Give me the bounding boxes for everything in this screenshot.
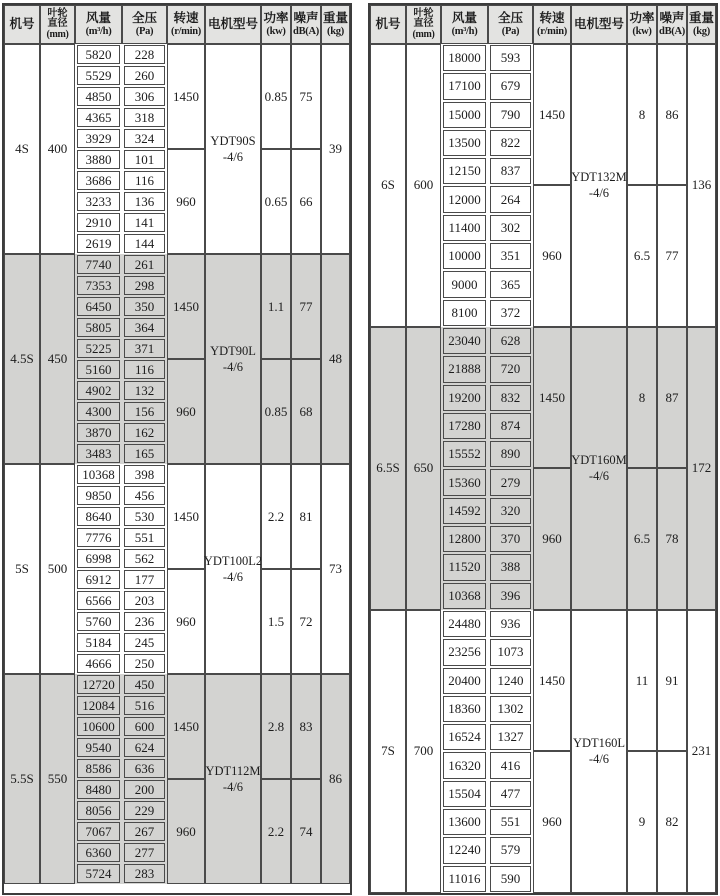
pressure-cell: 416 bbox=[490, 752, 531, 778]
pressure-cell: 372 bbox=[490, 300, 531, 326]
pressure-cell: 837 bbox=[490, 158, 531, 184]
header-unit-label: (r/min) bbox=[171, 25, 201, 37]
flow-cell: 16524 bbox=[443, 724, 486, 750]
flow-cell: 9850 bbox=[77, 486, 120, 505]
flow-cell: 10368 bbox=[77, 465, 120, 484]
motor-cell bbox=[571, 44, 627, 327]
col-header-model bbox=[370, 5, 406, 44]
motor-model-line: YDT112M bbox=[205, 763, 261, 778]
noise-cell: 91 bbox=[657, 610, 687, 751]
header-label: 电机型号 bbox=[207, 16, 258, 31]
pressure-cell: 822 bbox=[490, 130, 531, 156]
diameter-cell: 600 bbox=[406, 44, 441, 327]
flow-cell: 5760 bbox=[77, 612, 120, 631]
header-label: 风量 bbox=[451, 10, 477, 25]
header-label: 全压 bbox=[131, 10, 157, 25]
motor-cell bbox=[571, 610, 627, 893]
flow-cell: 5805 bbox=[77, 318, 120, 337]
speed-cell: 960 bbox=[167, 149, 205, 254]
flow-cell: 15504 bbox=[443, 781, 486, 807]
pressure-cell: 530 bbox=[124, 507, 165, 526]
pressure-cell: 1302 bbox=[490, 696, 531, 722]
speed-cell: 1450 bbox=[533, 327, 571, 468]
pressure-cell: 350 bbox=[124, 297, 165, 316]
table-header bbox=[4, 5, 350, 44]
pressure-cell: 116 bbox=[124, 171, 165, 190]
header-label: 噪声 bbox=[293, 10, 319, 25]
flow-cell: 3929 bbox=[77, 129, 120, 148]
pressure-cell: 136 bbox=[124, 192, 165, 211]
flow-cell: 14592 bbox=[443, 498, 486, 524]
motor-model-line: YDT100L2 bbox=[203, 553, 263, 568]
header-label: 叶轮 bbox=[47, 7, 68, 19]
pressure-cell: 236 bbox=[124, 612, 165, 631]
header-label: 机号 bbox=[9, 16, 35, 31]
header-label: 转速 bbox=[539, 10, 565, 25]
power-cell: 8 bbox=[627, 327, 657, 468]
motor-poles-line: -4/6 bbox=[222, 360, 244, 374]
pressure-cell: 370 bbox=[490, 526, 531, 552]
flow-cell: 7776 bbox=[77, 528, 120, 547]
pressure-cell: 320 bbox=[490, 498, 531, 524]
flow-cell: 3483 bbox=[77, 444, 120, 463]
flow-cell: 8100 bbox=[443, 300, 486, 326]
noise-cell: 66 bbox=[291, 149, 321, 254]
flow-cell: 10368 bbox=[443, 583, 486, 609]
speed-cell: 1450 bbox=[533, 44, 571, 185]
col-header-speed bbox=[167, 5, 205, 44]
pressure-cell: 551 bbox=[124, 528, 165, 547]
noise-cell: 82 bbox=[657, 751, 687, 892]
pressure-cell: 720 bbox=[490, 356, 531, 382]
noise-cell: 78 bbox=[657, 468, 687, 609]
flow-cell: 4300 bbox=[77, 402, 120, 421]
power-cell: 0.85 bbox=[261, 359, 291, 464]
speed-cell: 960 bbox=[533, 751, 571, 892]
header-label: 叶轮 bbox=[413, 7, 434, 19]
pressure-cell: 260 bbox=[124, 66, 165, 85]
header-unit-label: dB(A) bbox=[659, 25, 685, 37]
pressure-cell: 277 bbox=[124, 843, 165, 862]
section-5s bbox=[4, 464, 350, 674]
flow-cell: 13500 bbox=[443, 130, 486, 156]
flow-cell: 3880 bbox=[77, 150, 120, 169]
flow-cell: 5160 bbox=[77, 360, 120, 379]
pressure-cell: 250 bbox=[124, 654, 165, 673]
flow-cell: 3686 bbox=[77, 171, 120, 190]
power-cell: 0.65 bbox=[261, 149, 291, 254]
col-header-flow bbox=[441, 5, 488, 44]
flow-cell: 12000 bbox=[443, 186, 486, 212]
pressure-cell: 365 bbox=[490, 271, 531, 297]
pressure-cell: 177 bbox=[124, 570, 165, 589]
flow-cell: 12800 bbox=[443, 526, 486, 552]
pressure-cell: 245 bbox=[124, 633, 165, 652]
flow-cell: 5529 bbox=[77, 66, 120, 85]
flow-cell: 7740 bbox=[77, 255, 120, 274]
pressure-cell: 551 bbox=[490, 809, 531, 835]
speed-cell: 1450 bbox=[533, 610, 571, 751]
header-label: 直径 bbox=[413, 18, 434, 30]
pressure-cell: 398 bbox=[124, 465, 165, 484]
col-header-speed bbox=[533, 5, 571, 44]
power-cell: 9 bbox=[627, 751, 657, 892]
pressure-cell: 1327 bbox=[490, 724, 531, 750]
model-cell: 6S bbox=[370, 44, 406, 327]
section-7s bbox=[370, 610, 716, 893]
pressure-cell: 283 bbox=[124, 864, 165, 883]
pressure-cell: 579 bbox=[490, 837, 531, 863]
col-header-diameter bbox=[40, 5, 75, 44]
flow-cell: 10600 bbox=[77, 717, 120, 736]
flow-cell: 4902 bbox=[77, 381, 120, 400]
flow-cell: 5225 bbox=[77, 339, 120, 358]
pressure-cell: 351 bbox=[490, 243, 531, 269]
flow-cell: 17100 bbox=[443, 73, 486, 99]
col-header-motor bbox=[205, 5, 261, 44]
noise-cell: 68 bbox=[291, 359, 321, 464]
pressure-cell: 228 bbox=[124, 45, 165, 64]
flow-cell: 6360 bbox=[77, 843, 120, 862]
pressure-cell: 162 bbox=[124, 423, 165, 442]
header-unit-label: (Pa) bbox=[135, 25, 154, 37]
flow-cell: 10000 bbox=[443, 243, 486, 269]
fan-table-left bbox=[2, 3, 352, 895]
section-6.5s bbox=[370, 327, 716, 610]
speed-cell: 1450 bbox=[167, 254, 205, 359]
power-cell: 8 bbox=[627, 44, 657, 185]
flow-cell: 2910 bbox=[77, 213, 120, 232]
header-label: 风量 bbox=[85, 10, 111, 25]
pressure-cell: 324 bbox=[124, 129, 165, 148]
flow-cell: 5820 bbox=[77, 45, 120, 64]
speed-cell: 1450 bbox=[167, 44, 205, 149]
col-header-diameter bbox=[406, 5, 441, 44]
header-unit-label: (kw) bbox=[632, 25, 652, 37]
flow-cell: 23256 bbox=[443, 639, 486, 665]
flow-cell: 4365 bbox=[77, 108, 120, 127]
header-unit-label: (mm) bbox=[412, 28, 435, 40]
pressure-cell: 267 bbox=[124, 822, 165, 841]
model-cell: 5.5S bbox=[4, 674, 40, 884]
model-cell: 4.5S bbox=[4, 254, 40, 464]
noise-cell: 86 bbox=[657, 44, 687, 185]
speed-cell: 960 bbox=[167, 779, 205, 884]
pressure-cell: 156 bbox=[124, 402, 165, 421]
flow-cell: 7353 bbox=[77, 276, 120, 295]
pressure-cell: 279 bbox=[490, 469, 531, 495]
header-label: 转速 bbox=[173, 10, 199, 25]
pressure-cell: 516 bbox=[124, 696, 165, 715]
noise-cell: 81 bbox=[291, 464, 321, 569]
col-header-motor bbox=[571, 5, 627, 44]
section-6s bbox=[370, 44, 716, 327]
flow-cell: 5724 bbox=[77, 864, 120, 883]
model-cell: 7S bbox=[370, 610, 406, 893]
model-cell: 4S bbox=[4, 44, 40, 254]
header-unit-label: (Pa) bbox=[501, 25, 520, 37]
weight-cell: 73 bbox=[321, 464, 350, 674]
flow-cell: 6912 bbox=[77, 570, 120, 589]
pressure-cell: 590 bbox=[490, 866, 531, 892]
header-unit-label: (kw) bbox=[266, 25, 286, 37]
pressure-cell: 600 bbox=[124, 717, 165, 736]
speed-cell: 960 bbox=[533, 185, 571, 326]
weight-cell: 172 bbox=[687, 327, 716, 610]
flow-cell: 18000 bbox=[443, 45, 486, 71]
diameter-cell: 500 bbox=[40, 464, 75, 674]
diameter-cell: 700 bbox=[406, 610, 441, 893]
motor-model-line: YDT160M bbox=[571, 453, 627, 468]
weight-cell: 39 bbox=[321, 44, 350, 254]
header-label: 重量 bbox=[688, 10, 714, 25]
header-label: 全压 bbox=[497, 10, 523, 25]
flow-cell: 12150 bbox=[443, 158, 486, 184]
flow-cell: 8056 bbox=[77, 801, 120, 820]
flow-cell: 24480 bbox=[443, 611, 486, 637]
pressure-cell: 679 bbox=[490, 73, 531, 99]
col-header-noise bbox=[291, 5, 321, 44]
pressure-cell: 1073 bbox=[490, 639, 531, 665]
flow-cell: 17280 bbox=[443, 413, 486, 439]
noise-cell: 74 bbox=[291, 779, 321, 884]
pressure-cell: 636 bbox=[124, 759, 165, 778]
header-unit-label: (m³/h) bbox=[451, 25, 478, 37]
power-cell: 2.8 bbox=[261, 674, 291, 779]
pressure-cell: 790 bbox=[490, 102, 531, 128]
pressure-cell: 261 bbox=[124, 255, 165, 274]
header-unit-label: (kg) bbox=[327, 25, 344, 37]
flow-cell: 18360 bbox=[443, 696, 486, 722]
pressure-cell: 116 bbox=[124, 360, 165, 379]
motor-model-line: YDT90L bbox=[210, 343, 256, 358]
motor-cell bbox=[205, 674, 261, 884]
pressure-cell: 562 bbox=[124, 549, 165, 568]
col-header-weight bbox=[321, 5, 350, 44]
pressure-cell: 396 bbox=[490, 583, 531, 609]
flow-cell: 8586 bbox=[77, 759, 120, 778]
power-cell: 11 bbox=[627, 610, 657, 751]
pressure-cell: 874 bbox=[490, 413, 531, 439]
section-4s bbox=[4, 44, 350, 254]
motor-model-line: YDT90S bbox=[210, 133, 256, 148]
model-cell: 6.5S bbox=[370, 327, 406, 610]
motor-poles-line: -4/6 bbox=[588, 752, 610, 767]
pressure-cell: 298 bbox=[124, 276, 165, 295]
header-unit-label: (m³/h) bbox=[85, 25, 112, 37]
flow-cell: 19200 bbox=[443, 385, 486, 411]
motor-poles-line: -4/6 bbox=[222, 150, 244, 164]
col-header-pressure bbox=[122, 5, 167, 44]
pressure-cell: 388 bbox=[490, 554, 531, 580]
noise-cell: 75 bbox=[291, 44, 321, 149]
motor-cell bbox=[571, 327, 627, 610]
power-cell: 6.5 bbox=[627, 185, 657, 326]
power-cell: 0.85 bbox=[261, 44, 291, 149]
noise-cell: 77 bbox=[657, 185, 687, 326]
fan-table-right bbox=[368, 3, 718, 895]
speed-cell: 960 bbox=[167, 359, 205, 464]
noise-cell: 77 bbox=[291, 254, 321, 359]
col-header-pressure bbox=[488, 5, 533, 44]
pressure-cell: 1240 bbox=[490, 668, 531, 694]
weight-cell: 86 bbox=[321, 674, 350, 884]
flow-cell: 15360 bbox=[443, 469, 486, 495]
flow-cell: 12240 bbox=[443, 837, 486, 863]
pressure-cell: 628 bbox=[490, 328, 531, 354]
pressure-cell: 624 bbox=[124, 738, 165, 757]
motor-poles-line: -4/6 bbox=[588, 186, 610, 201]
weight-cell: 48 bbox=[321, 254, 350, 464]
pressure-cell: 364 bbox=[124, 318, 165, 337]
noise-cell: 87 bbox=[657, 327, 687, 468]
header-label: 重量 bbox=[322, 10, 348, 25]
pressure-cell: 144 bbox=[124, 234, 165, 253]
motor-poles-line: -4/6 bbox=[222, 780, 244, 794]
power-cell: 1.5 bbox=[261, 569, 291, 674]
header-unit-label: (kg) bbox=[693, 25, 710, 37]
col-header-flow bbox=[75, 5, 122, 44]
pressure-cell: 936 bbox=[490, 611, 531, 637]
pressure-cell: 832 bbox=[490, 385, 531, 411]
motor-cell bbox=[205, 44, 261, 254]
flow-cell: 3870 bbox=[77, 423, 120, 442]
motor-model-line: YDT160L bbox=[572, 736, 626, 751]
pressure-cell: 450 bbox=[124, 675, 165, 694]
pressure-cell: 200 bbox=[124, 780, 165, 799]
diameter-cell: 400 bbox=[40, 44, 75, 254]
pressure-cell: 306 bbox=[124, 87, 165, 106]
power-cell: 2.2 bbox=[261, 464, 291, 569]
header-unit-label: dB(A) bbox=[293, 25, 319, 37]
flow-cell: 11400 bbox=[443, 215, 486, 241]
speed-cell: 960 bbox=[167, 569, 205, 674]
flow-cell: 8480 bbox=[77, 780, 120, 799]
pressure-cell: 302 bbox=[490, 215, 531, 241]
pressure-cell: 203 bbox=[124, 591, 165, 610]
flow-cell: 16320 bbox=[443, 752, 486, 778]
diameter-cell: 650 bbox=[406, 327, 441, 610]
weight-cell: 136 bbox=[687, 44, 716, 327]
flow-cell: 11520 bbox=[443, 554, 486, 580]
diameter-cell: 450 bbox=[40, 254, 75, 464]
flow-cell: 9540 bbox=[77, 738, 120, 757]
header-unit-label: (mm) bbox=[46, 28, 69, 40]
flow-cell: 23040 bbox=[443, 328, 486, 354]
flow-cell: 9000 bbox=[443, 271, 486, 297]
pressure-cell: 141 bbox=[124, 213, 165, 232]
model-cell: 5S bbox=[4, 464, 40, 674]
pressure-cell: 371 bbox=[124, 339, 165, 358]
pressure-cell: 318 bbox=[124, 108, 165, 127]
pressure-cell: 165 bbox=[124, 444, 165, 463]
flow-cell: 21888 bbox=[443, 356, 486, 382]
flow-cell: 13600 bbox=[443, 809, 486, 835]
weight-cell: 231 bbox=[687, 610, 716, 893]
pressure-cell: 101 bbox=[124, 150, 165, 169]
flow-cell: 6566 bbox=[77, 591, 120, 610]
flow-cell: 6450 bbox=[77, 297, 120, 316]
col-header-model bbox=[4, 5, 40, 44]
flow-cell: 6998 bbox=[77, 549, 120, 568]
header-label: 电机型号 bbox=[573, 16, 624, 31]
flow-cell: 5184 bbox=[77, 633, 120, 652]
flow-cell: 15552 bbox=[443, 441, 486, 467]
speed-cell: 1450 bbox=[167, 674, 205, 779]
section-5.5s bbox=[4, 674, 350, 884]
flow-cell: 8640 bbox=[77, 507, 120, 526]
header-label: 功率 bbox=[263, 10, 289, 25]
flow-cell: 4666 bbox=[77, 654, 120, 673]
motor-poles-line: -4/6 bbox=[588, 469, 610, 484]
noise-cell: 83 bbox=[291, 674, 321, 779]
speed-cell: 1450 bbox=[167, 464, 205, 569]
pressure-cell: 890 bbox=[490, 441, 531, 467]
pressure-cell: 264 bbox=[490, 186, 531, 212]
motor-cell bbox=[205, 464, 261, 674]
header-label: 机号 bbox=[375, 16, 401, 31]
flow-cell: 2619 bbox=[77, 234, 120, 253]
flow-cell: 12084 bbox=[77, 696, 120, 715]
header-unit-label: (r/min) bbox=[537, 25, 567, 37]
power-cell: 6.5 bbox=[627, 468, 657, 609]
header-label: 功率 bbox=[629, 10, 655, 25]
flow-cell: 12720 bbox=[77, 675, 120, 694]
section-4.5s bbox=[4, 254, 350, 464]
speed-cell: 960 bbox=[533, 468, 571, 609]
pressure-cell: 229 bbox=[124, 801, 165, 820]
power-cell: 1.1 bbox=[261, 254, 291, 359]
flow-cell: 4850 bbox=[77, 87, 120, 106]
flow-cell: 15000 bbox=[443, 102, 486, 128]
header-label: 直径 bbox=[47, 18, 68, 30]
noise-cell: 72 bbox=[291, 569, 321, 674]
col-header-power bbox=[627, 5, 657, 44]
flow-cell: 20400 bbox=[443, 668, 486, 694]
table-header bbox=[370, 5, 716, 44]
flow-cell: 7067 bbox=[77, 822, 120, 841]
motor-cell bbox=[205, 254, 261, 464]
motor-model-line: YDT132M bbox=[571, 170, 627, 185]
pressure-cell: 477 bbox=[490, 781, 531, 807]
flow-cell: 11016 bbox=[443, 866, 486, 892]
pressure-cell: 132 bbox=[124, 381, 165, 400]
header-label: 噪声 bbox=[659, 10, 685, 25]
col-header-weight bbox=[687, 5, 716, 44]
pressure-cell: 456 bbox=[124, 486, 165, 505]
col-header-noise bbox=[657, 5, 687, 44]
pressure-cell: 593 bbox=[490, 45, 531, 71]
flow-cell: 3233 bbox=[77, 192, 120, 211]
power-cell: 2.2 bbox=[261, 779, 291, 884]
diameter-cell: 550 bbox=[40, 674, 75, 884]
col-header-power bbox=[261, 5, 291, 44]
motor-poles-line: -4/6 bbox=[222, 570, 244, 584]
